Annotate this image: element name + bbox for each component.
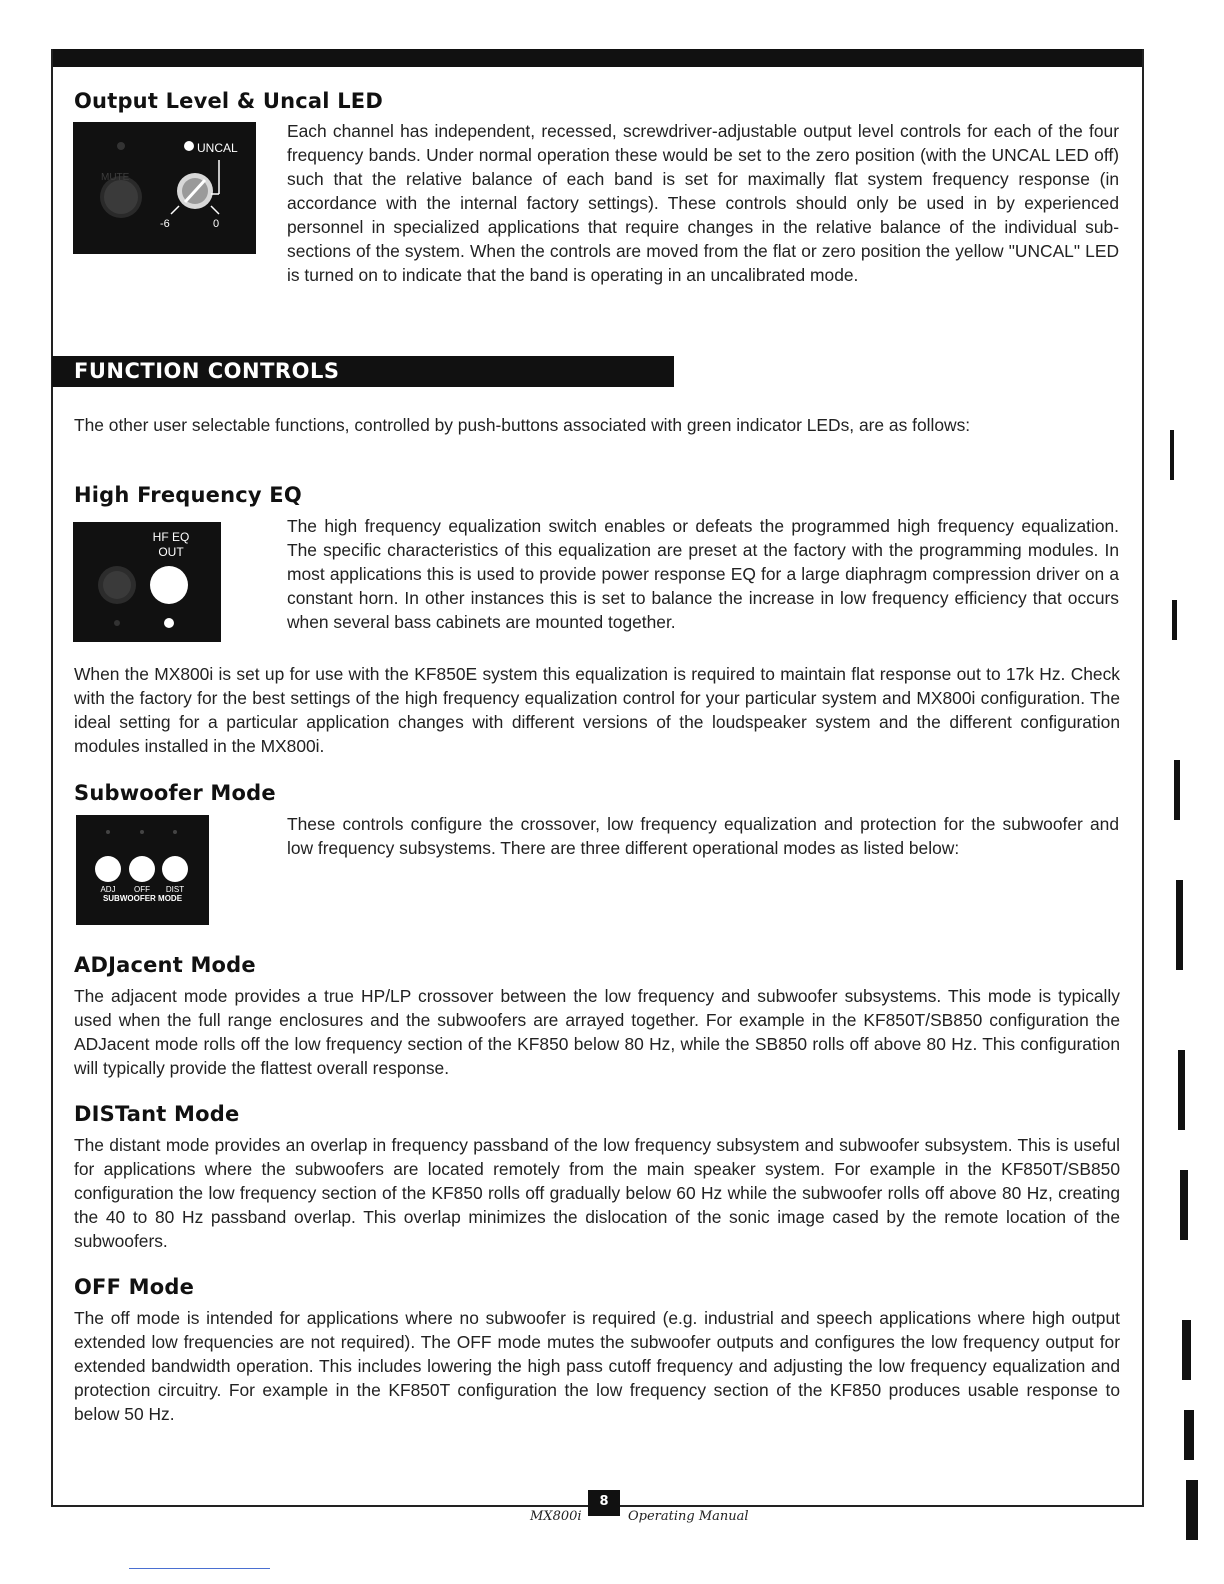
adj-button-icon bbox=[95, 856, 121, 882]
scale-min-label: -6 bbox=[160, 218, 170, 230]
hf-eq-panel-label: HF EQ bbox=[152, 530, 190, 544]
hf-eq-body: The high frequency equalization switch enables or defeats the programmed high frequency equalization. The specific characteristics of this equalization are preset at the factory with the programming modules. In most applications this is used to provide power response EQ for a large diaphragm compression driver on a constant horn. In other instances this is set to balance the increase in low frequency efficiency that occurs when several bass cabinets are mounted together. bbox=[287, 516, 1119, 632]
mute-label: MUTE bbox=[101, 172, 130, 183]
subwoofer-buttons-illustration bbox=[76, 815, 209, 925]
scan-edge-mark bbox=[1184, 1410, 1194, 1460]
hf-eq-panel-image bbox=[73, 522, 221, 642]
output-level-panel-image bbox=[73, 122, 256, 254]
subwoofer-mode-caption: SUBWOOFER MODE bbox=[102, 894, 183, 903]
subwoofer-mode-heading: Subwoofer Mode bbox=[74, 781, 276, 805]
hf-eq-panel-label-out: OUT bbox=[158, 545, 184, 559]
scan-edge-mark bbox=[1186, 1480, 1198, 1540]
hf-eq-heading: High Frequency EQ bbox=[74, 483, 302, 507]
function-controls-banner: FUNCTION CONTROLS bbox=[52, 356, 674, 387]
off-mode-body: The off mode is intended for applications where no subwoofer is required (e.g. industrial and speech applications where high output extended low frequencies are not required). The OFF mode mutes the subwoofer outputs and configures the low frequency output for extended bandwidth operation. This includes lowering the high pass cutoff frequency and adjusting the low frequency equalization and protection circuitry. For example in the KF850T configuration the low frequency section of the KF850 produces usable response to below 50 Hz. bbox=[74, 1308, 1120, 1424]
dist-button-icon bbox=[162, 856, 188, 882]
off-label: OFF bbox=[134, 885, 150, 894]
scan-edge-mark bbox=[1172, 600, 1177, 640]
top-rule bbox=[52, 49, 1144, 67]
subwoofer-mode-panel-image bbox=[76, 815, 209, 925]
hf-eq-body-2: When the MX800i is set up for use with the KF850E system this equalization is required to maintain flat response out to 17k Hz. Check with the factory for the best settings of the high frequency equalization control for your particular system and MX800i configuration. The ideal setting for a particular application changes with different versions of the loudspeaker system and the different configuration modules installed in the MX800i. bbox=[74, 664, 1120, 756]
uncal-label: UNCAL bbox=[197, 141, 238, 155]
off-mode-heading: OFF Mode bbox=[74, 1275, 195, 1299]
scan-edge-mark bbox=[1170, 430, 1174, 480]
uncal-led-icon bbox=[184, 141, 194, 151]
page-number: 8 bbox=[588, 1490, 620, 1516]
scan-edge-mark bbox=[1178, 1050, 1185, 1130]
hf-eq-button-icon bbox=[150, 566, 188, 604]
scan-underline bbox=[129, 1568, 270, 1569]
hf-eq-led-icon bbox=[164, 618, 174, 628]
scan-edge-mark bbox=[1174, 760, 1180, 820]
adjacent-mode-heading: ADJacent Mode bbox=[74, 953, 256, 977]
dist-label: DIST bbox=[165, 885, 185, 894]
frame-left-border bbox=[51, 49, 53, 1507]
scan-edge-mark bbox=[1176, 880, 1183, 970]
distant-mode-heading: DISTant Mode bbox=[74, 1102, 240, 1126]
adj-label: ADJ bbox=[100, 885, 116, 894]
off-button-icon bbox=[129, 856, 155, 882]
scan-edge-mark bbox=[1180, 1170, 1188, 1240]
footer-model: MX800i bbox=[530, 1509, 582, 1524]
output-level-body: Each channel has independent, recessed, screwdriver-adjustable output level controls for each of the four frequency bands. Under normal operation these would be set to the zero position (with the UNCAL LED off) such that the relative balance of each band is set for maximally flat system frequency response (in accordance with the internal factory settings). These controls should only be used in by experienced personnel in specialized applications that require changes in the relative balance of the individual sub-sections of the system. When the controls are moved from the flat or zero position the yellow "UNCAL" LED is turned on to indicate that the band is operating in an uncalibrated mode. bbox=[287, 121, 1119, 285]
frame-right-border bbox=[1142, 49, 1144, 1507]
output-level-heading: Output Level & Uncal LED bbox=[74, 89, 383, 113]
scale-max-label: 0 bbox=[213, 218, 220, 230]
function-controls-intro: The other user selectable functions, controlled by push-buttons associated with green indicator LEDs, are as follows: bbox=[74, 415, 971, 435]
footer-title: Operating Manual bbox=[628, 1509, 749, 1524]
distant-mode-body: The distant mode provides an overlap in frequency passband of the low frequency subsystem and subwoofer subsystem. This is useful for applications where the subwoofers are located remotely from the main speaker system. For example in the KF850T/SB850 configuration the low frequency section of the KF850 rolls off gradually below 60 Hz while the subwoofer rolls off above 80 Hz, creating the 40 to 80 Hz passband overlap. This overlap minimizes the dislocation of the sonic image cased by the remote location of the subwoofers. bbox=[74, 1135, 1120, 1251]
subwoofer-mode-body: These controls configure the crossover, low frequency equalization and protection for the subwoofer and low frequency subsystems. There are three different operational modes as listed below: bbox=[287, 814, 1119, 858]
adjacent-mode-body: The adjacent mode provides a true HP/LP crossover between the low frequency and subwoofer subsystems. This mode is typically used when the full range enclosures and the subwoofers are arrayed together. For example in the KF850T/SB850 configuration the ADJacent mode rolls off the low frequency section of the KF850 below 80 Hz, while the SB850 rolls off above 80 Hz. This configuration will typically provide the flattest overall response. bbox=[74, 986, 1120, 1078]
scan-edge-mark bbox=[1182, 1320, 1191, 1380]
